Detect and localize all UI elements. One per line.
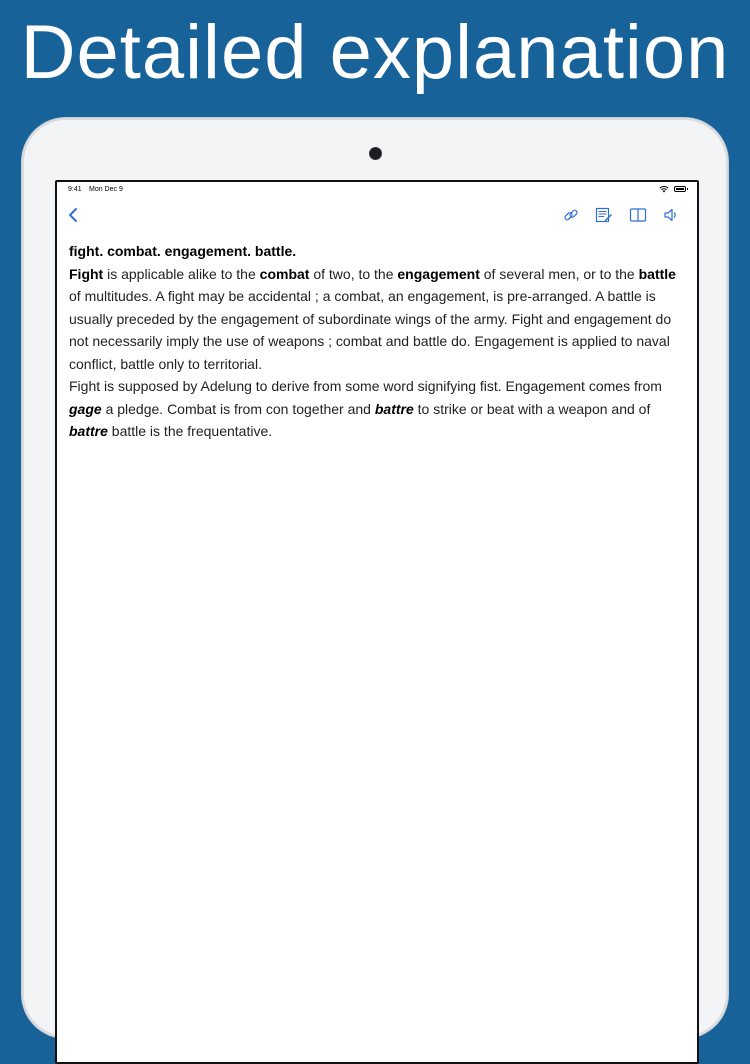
tablet-frame xyxy=(22,118,728,1038)
link-button[interactable] xyxy=(561,205,581,225)
status-time: 9:41 xyxy=(68,186,82,193)
edit-note-icon xyxy=(595,207,613,223)
term-battre-2: battre xyxy=(69,423,108,439)
article-paragraph-2: Fight is supposed by Adelung to derive from some word signifying fist. Engagement comes from gage a pledge. Combat is from con together and battre to strike or beat with a weapon and of battre battle is the frequentative. xyxy=(69,378,662,439)
term-battle: battle xyxy=(638,265,676,282)
nav-bar xyxy=(57,200,697,230)
article-content xyxy=(69,240,685,443)
book-icon xyxy=(629,207,647,223)
speaker-icon xyxy=(663,207,679,223)
app-screen xyxy=(55,180,699,1064)
banner-title: Detailed explanation xyxy=(20,10,730,95)
term-combat: combat xyxy=(259,265,310,282)
speaker-button[interactable] xyxy=(661,205,681,225)
wifi-icon xyxy=(659,185,669,193)
link-icon xyxy=(563,207,579,223)
article-heading: fight. combat. engagement. battle. xyxy=(69,243,297,259)
term-battre: battre xyxy=(374,400,414,417)
term-gage: gage xyxy=(69,400,102,417)
back-chevron-icon xyxy=(68,207,78,223)
edit-note-button[interactable] xyxy=(594,205,614,225)
battery-icon xyxy=(674,186,686,192)
back-button[interactable] xyxy=(63,204,83,226)
term-fight: Fight xyxy=(69,265,104,282)
article-paragraph-1: Fight is applicable alike to the combat of two, to the engagement of several men, or to the battle of multitudes. A fight may be accidental ; a combat, an engagement, is pre-arranged. A battle is usually preceded by the engagement of subordinate wings of the army. Fight and engagement do not necessarily imply the use of weapons ; combat and battle do. Engagement is applied to naval conflict, battle only to territorial. xyxy=(69,265,676,372)
status-date: Mon Dec 9 xyxy=(89,186,123,193)
book-button[interactable] xyxy=(628,205,648,225)
term-engagement: engagement xyxy=(397,265,480,282)
front-camera xyxy=(370,148,381,159)
status-bar xyxy=(57,182,697,198)
